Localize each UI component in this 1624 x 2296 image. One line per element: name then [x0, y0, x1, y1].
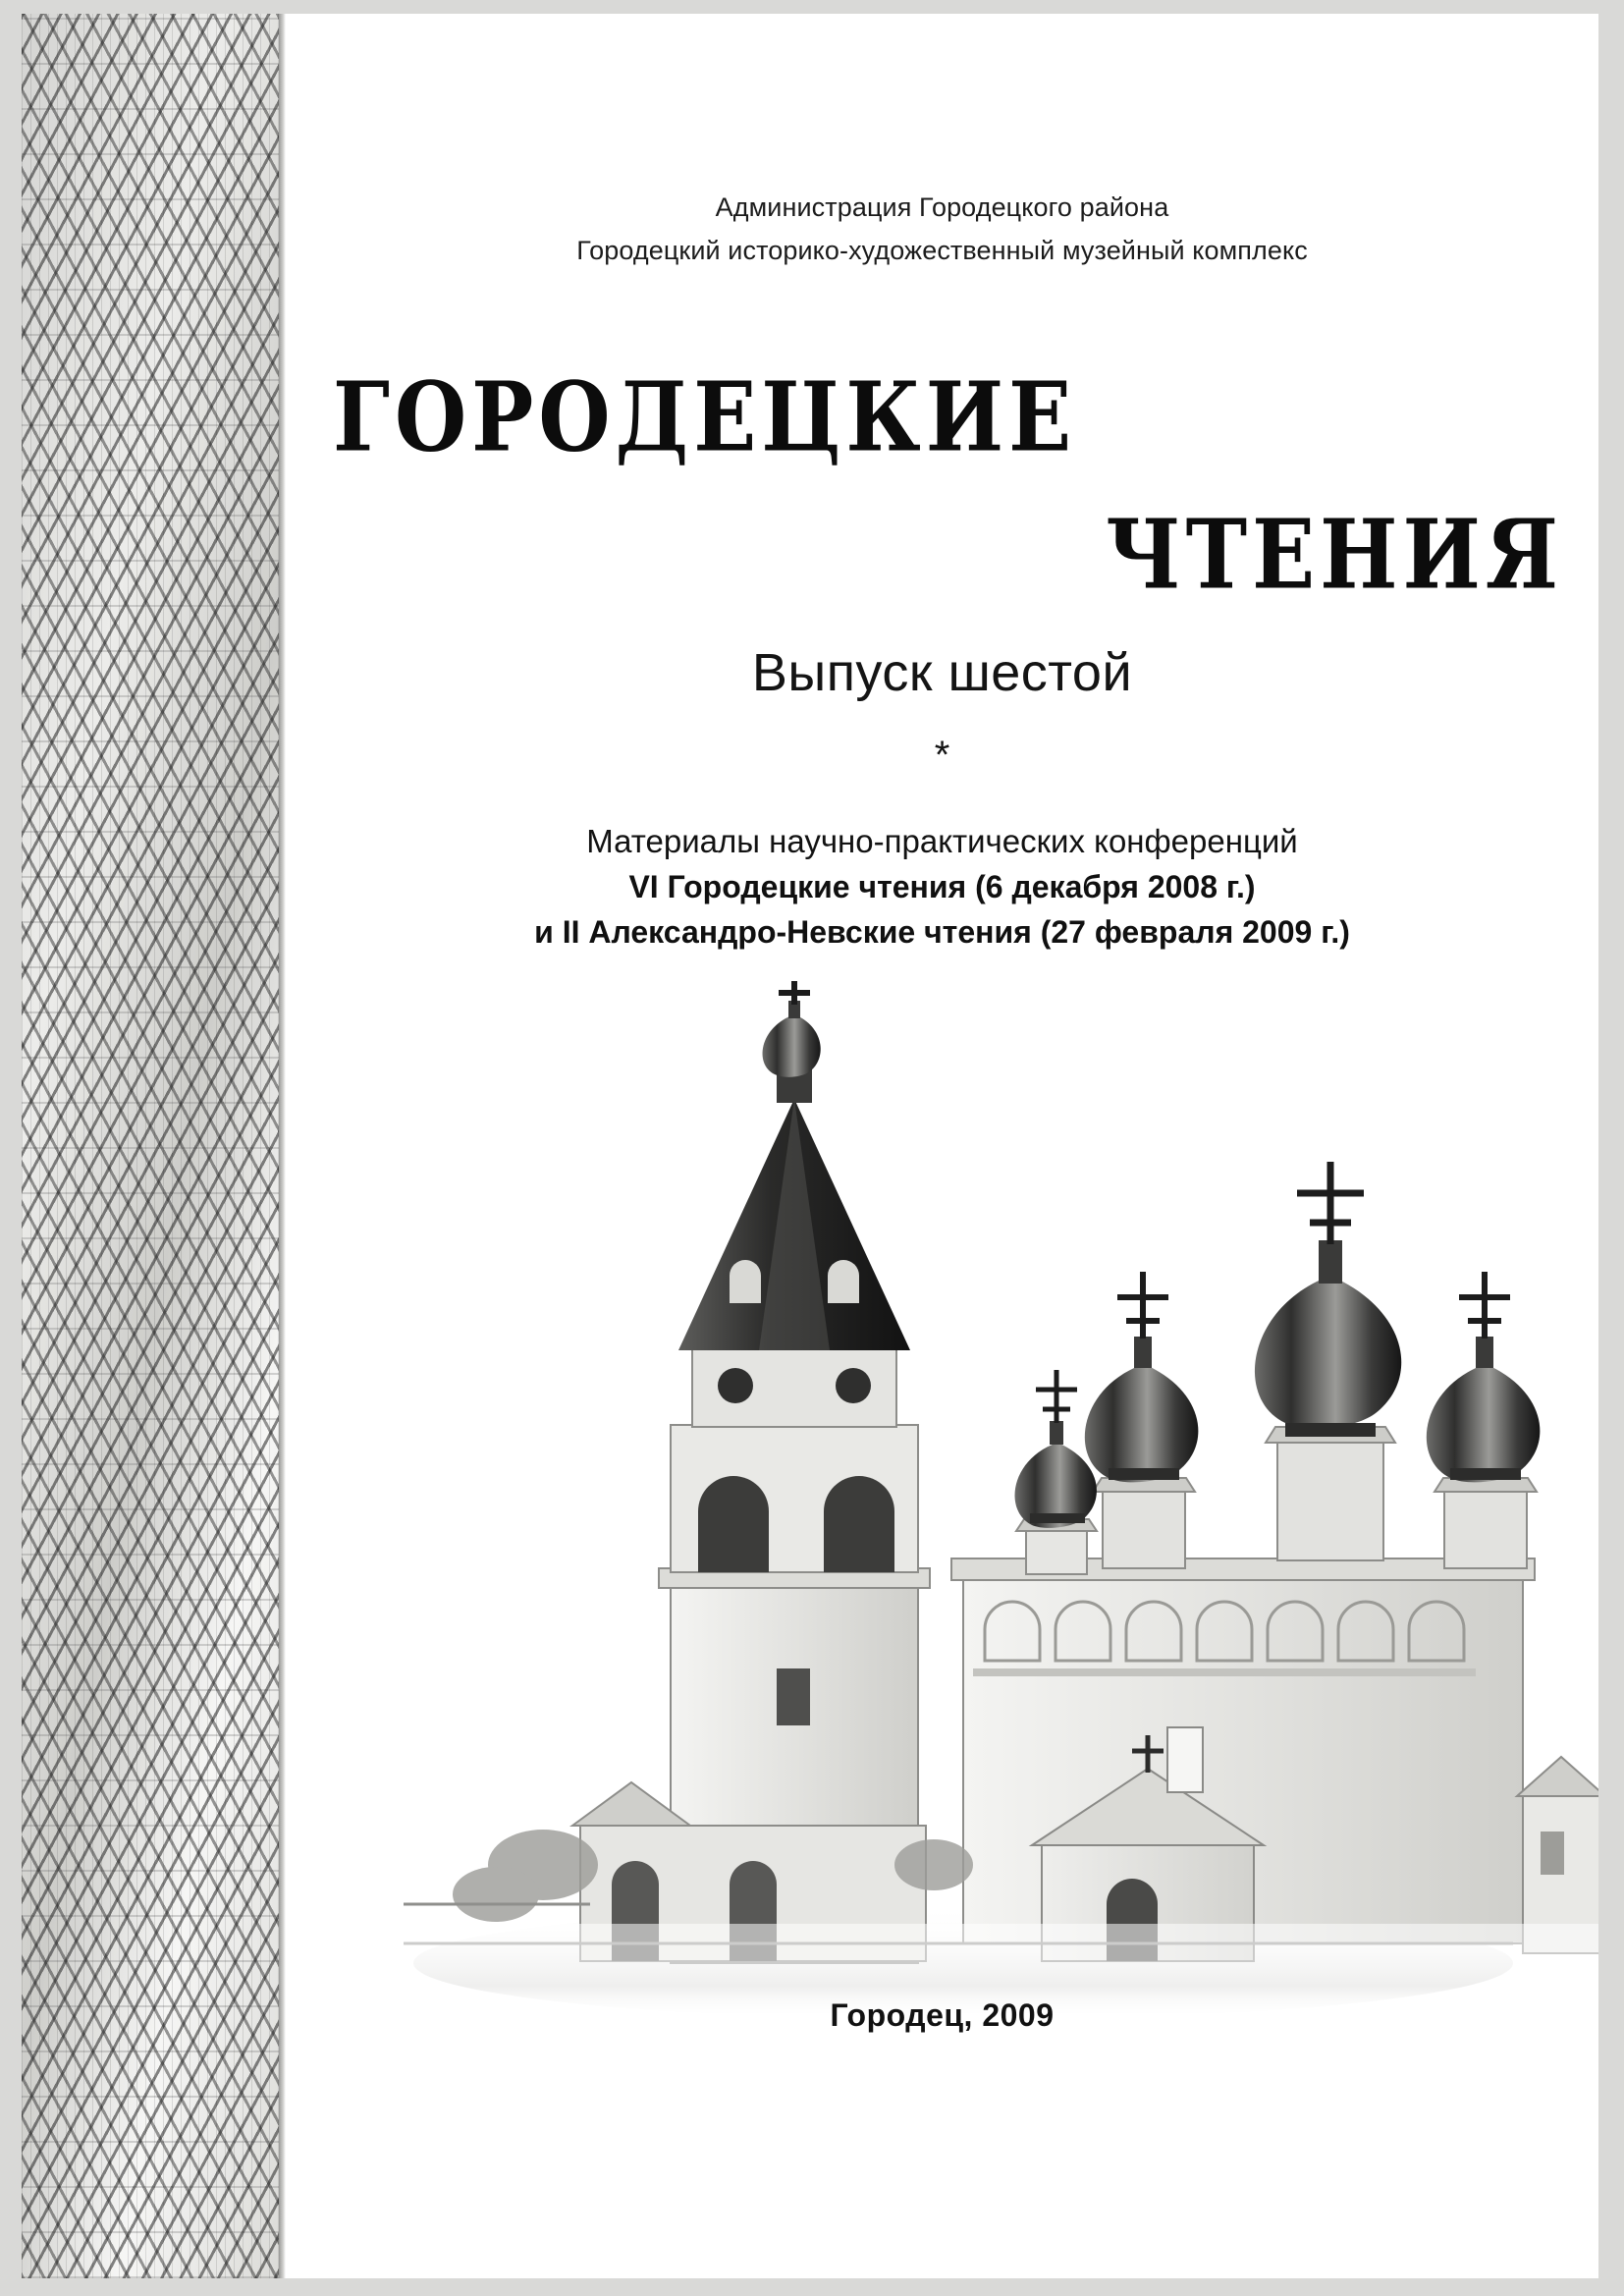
subtitle-line-1: Материалы научно-практических конференций — [586, 823, 1298, 859]
title-line-1: ГОРОДЕЦКИЕ — [333, 359, 1077, 473]
title-line-2: ЧТЕНИЯ — [1105, 497, 1563, 611]
subtitle-line-2: VI Городецкие чтения (6 декабря 2008 г.) — [628, 869, 1256, 904]
organization-line-2: Городецкий историко-художественный музейный комплекс — [576, 236, 1308, 265]
subtitle-block — [286, 819, 1598, 955]
church-photo — [286, 981, 1598, 2032]
main-title — [286, 359, 1598, 611]
spine-edge-shadow — [279, 14, 286, 2278]
issue-label: Выпуск шестой — [751, 643, 1133, 702]
organization-line-1: Администрация Городецкого района — [715, 192, 1169, 222]
subtitle-line-3: и II Александро-Невские чтения (27 февраля 2009 г.) — [534, 914, 1350, 950]
decorative-spine-pattern — [22, 14, 285, 2278]
imprint-line: Городец, 2009 — [830, 1997, 1055, 2033]
cover-content — [286, 14, 1598, 2278]
asterisk-separator: * — [934, 734, 950, 777]
organization-block — [286, 186, 1598, 272]
